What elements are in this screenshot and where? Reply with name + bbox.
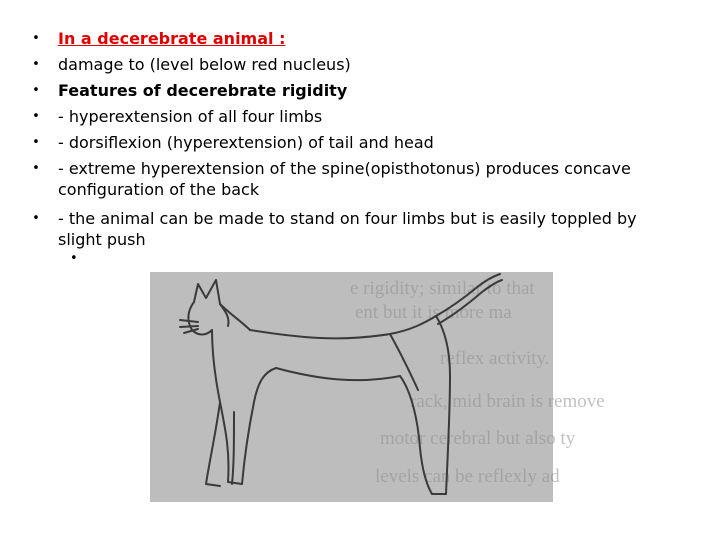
bullet-item <box>30 158 670 200</box>
bg-text-line: levels can be reflexly ad <box>375 466 560 487</box>
bullet-item <box>30 54 670 75</box>
bg-text-line: motor cerebral but also ty <box>380 428 576 449</box>
bullet-dot-icon: • <box>32 211 40 226</box>
bullet-text: damage to (level below red nucleus) <box>58 55 351 74</box>
bullet-dot-icon: • <box>32 57 40 72</box>
bullet-text: - the animal can be made to stand on four limbs but is easily toppled by slight push <box>58 209 637 249</box>
bullet-dot-icon: • <box>32 109 40 124</box>
bullet-dot-icon: • <box>32 31 40 46</box>
features-heading: Features of decerebrate rigidity <box>58 81 348 100</box>
bullet-list <box>30 28 670 250</box>
bg-text-line: reflex activity. <box>440 348 550 369</box>
bullet-item <box>30 132 670 153</box>
heading-text: In a decerebrate animal : <box>58 29 286 48</box>
bullet-text: - hyperextension of all four limbs <box>58 107 323 126</box>
bullet-text: - extreme hyperextension of the spine(opisthotonus) produces concave configuration of the back <box>58 159 631 199</box>
bullet-item <box>30 80 670 101</box>
bullet-text: - dorsiflexion (hyperextension) of tail and head <box>58 133 434 152</box>
cat-drawing <box>150 272 605 502</box>
bg-text-line: e rigidity; similar to that <box>350 278 535 299</box>
bg-text-line: ent but it is more ma <box>355 302 512 323</box>
bullet-dot-icon: • <box>32 135 40 150</box>
cat-figure-image <box>150 272 605 502</box>
bullet-item <box>30 106 670 127</box>
bg-text-line: rack, mid brain is remove <box>410 391 605 412</box>
empty-sub-bullet-icon: • <box>70 251 78 266</box>
bullet-item <box>30 208 670 250</box>
bullet-dot-icon: • <box>32 83 40 98</box>
bullet-item <box>30 28 670 49</box>
bullet-dot-icon: • <box>32 161 40 176</box>
